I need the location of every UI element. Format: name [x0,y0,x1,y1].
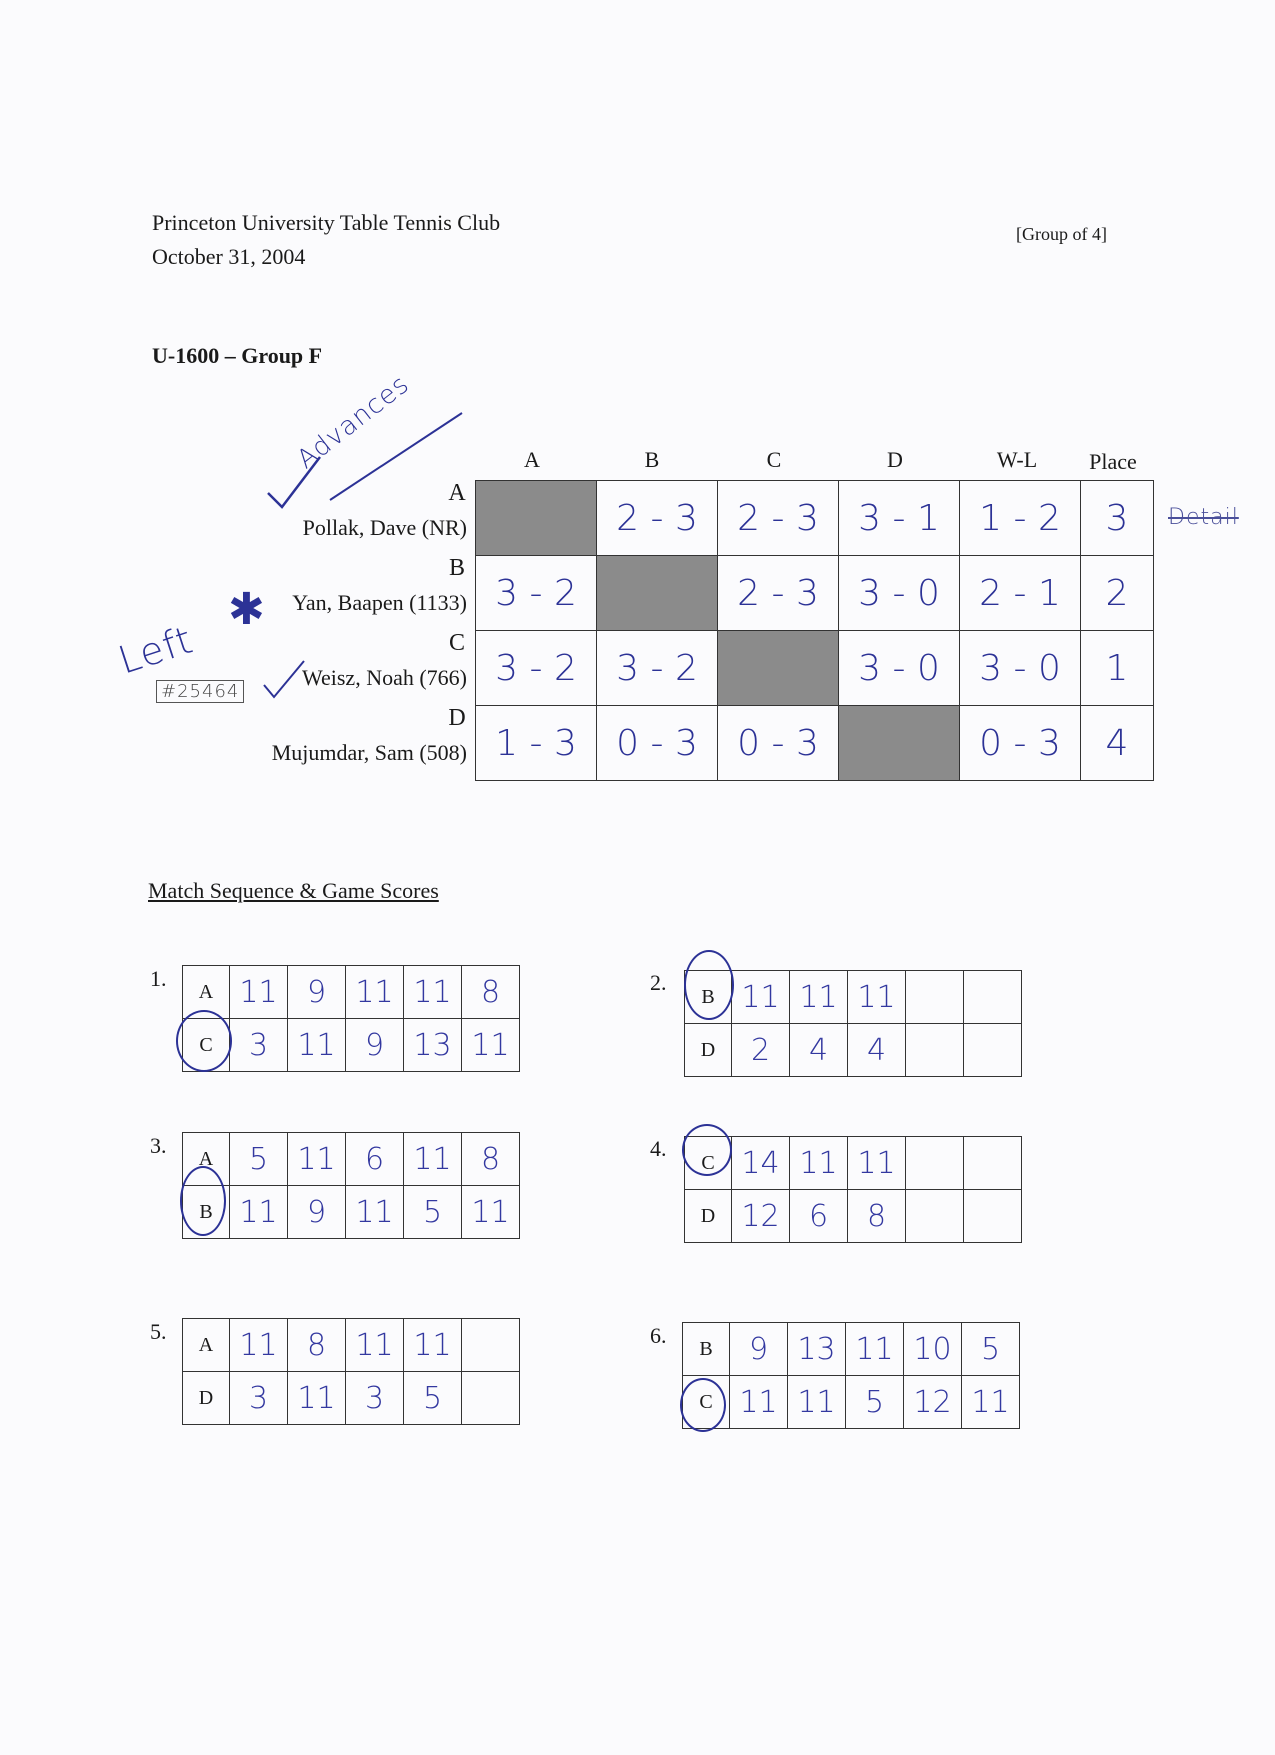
game-score: 11 [848,1137,906,1190]
match-number: 5. [150,1319,167,1344]
table-row [183,1372,520,1425]
game-score: 11 [846,1323,904,1376]
game-score [906,1190,964,1243]
table-row [183,1186,520,1239]
game-score: 11 [230,1186,288,1239]
table-row [476,556,1154,631]
self-cell [597,556,718,631]
match-score-table [182,1132,520,1239]
row-letter-c: C [448,630,465,656]
match-score-table [684,970,1022,1077]
game-score: 2 [732,1024,790,1077]
game-score: 8 [848,1190,906,1243]
winner-circle [684,950,734,1020]
game-score: 11 [732,971,790,1024]
game-score: 11 [404,1319,462,1372]
self-cell [476,481,597,556]
match-score-table [182,1318,520,1425]
game-score [462,1372,520,1425]
player-label: C [183,1019,230,1072]
game-score: 5 [846,1376,904,1429]
self-cell [839,706,960,781]
table-row [183,966,520,1019]
result-cell: 3 - 2 [476,556,597,631]
col-header-wl: W-L [996,447,1038,472]
game-score: 12 [732,1190,790,1243]
game-score: 14 [732,1137,790,1190]
winner-circle [176,1010,232,1072]
result-cell: 1 - 3 [476,706,597,781]
game-score [964,1190,1022,1243]
table-row [685,1137,1022,1190]
table-row [683,1323,1020,1376]
row-name-a: Pollak, Dave (NR) [302,515,467,540]
game-score: 11 [962,1376,1020,1429]
game-score: 11 [462,1186,520,1239]
game-score: 11 [288,1372,346,1425]
table-row [183,1133,520,1186]
game-score: 11 [730,1376,788,1429]
player-label: A [183,1319,230,1372]
game-score: 5 [962,1323,1020,1376]
game-score: 11 [346,1319,404,1372]
result-cell: 2 - 3 [597,481,718,556]
table-row [683,1376,1020,1429]
game-score: 3 [346,1372,404,1425]
game-score: 9 [346,1019,404,1072]
round-robin-table [475,480,1154,781]
game-score: 11 [462,1019,520,1072]
result-cell: 0 - 3 [597,706,718,781]
player-label: C [683,1376,730,1429]
wl-cell: 0 - 3 [960,706,1081,781]
table-row [476,706,1154,781]
place-cell: 2 [1081,556,1154,631]
id-checkmark [262,655,322,705]
game-score: 11 [230,966,288,1019]
table-row [183,1019,520,1072]
match-number: 2. [650,970,667,995]
game-score [964,1137,1022,1190]
game-score: 4 [790,1024,848,1077]
game-score [964,971,1022,1024]
game-score: 13 [788,1323,846,1376]
match-number: 6. [650,1323,667,1348]
result-cell: 3 - 0 [839,631,960,706]
game-score [964,1024,1022,1077]
game-score: 8 [462,966,520,1019]
game-score: 8 [288,1319,346,1372]
game-score: 11 [790,1137,848,1190]
result-cell: 3 - 2 [597,631,718,706]
wl-cell: 3 - 0 [960,631,1081,706]
match-number: 4. [650,1136,667,1161]
game-score: 6 [346,1133,404,1186]
game-score: 11 [790,971,848,1024]
match-number: 3. [150,1133,167,1158]
table-row [476,481,1154,556]
game-score [906,971,964,1024]
player-label: B [683,1323,730,1376]
row-letter-a: A [448,480,466,506]
match-score-table [682,1322,1020,1429]
game-score: 11 [230,1319,288,1372]
advances-checkmark [260,405,470,515]
game-score: 9 [288,1186,346,1239]
result-cell: 3 - 1 [839,481,960,556]
row-name-b: Yan, Baapen (1133) [292,590,467,615]
game-score: 11 [288,1133,346,1186]
table-row [685,971,1022,1024]
place-cell: 1 [1081,631,1154,706]
place-cell: 3 [1081,481,1154,556]
col-header-place: Place [1089,449,1137,474]
player-label: C [685,1137,732,1190]
game-score: 11 [288,1019,346,1072]
game-score: 11 [346,966,404,1019]
player-label: D [183,1372,230,1425]
game-score: 8 [462,1133,520,1186]
game-score: 11 [848,971,906,1024]
self-cell [718,631,839,706]
result-cell: 0 - 3 [718,706,839,781]
player-label: B [183,1186,230,1239]
game-score: 5 [404,1186,462,1239]
game-score: 4 [848,1024,906,1077]
game-score: 11 [788,1376,846,1429]
place-cell: 4 [1081,706,1154,781]
table-row [685,1190,1022,1243]
result-cell: 3 - 2 [476,631,597,706]
match-score-table [684,1136,1022,1243]
game-score: 11 [346,1186,404,1239]
player-label: A [183,966,230,1019]
group-size-label: [Group of 4] [1016,224,1107,244]
struck-note: Detail [1168,505,1239,530]
game-score: 12 [904,1376,962,1429]
row-letter-d: D [448,705,466,731]
col-header-a: A [524,447,540,472]
winner-circle [682,1124,732,1176]
match-score-table [182,965,520,1072]
wl-cell: 1 - 2 [960,481,1081,556]
match-section-title: Match Sequence & Game Scores [148,878,439,903]
col-header-d: D [887,447,903,472]
game-score: 11 [404,966,462,1019]
game-score [906,1137,964,1190]
game-score [462,1319,520,1372]
table-row [685,1024,1022,1077]
player-label: B [685,971,732,1024]
row-letter-b: B [448,555,465,581]
row-name-c: Weisz, Noah (766) [301,665,467,690]
wl-cell: 2 - 1 [960,556,1081,631]
player-label: D [685,1190,732,1243]
player-label: A [183,1133,230,1186]
col-header-b: B [644,447,660,472]
game-score: 9 [288,966,346,1019]
result-cell: 2 - 3 [718,481,839,556]
game-score: 3 [230,1372,288,1425]
col-header-c: C [766,447,782,472]
club-name: Princeton University Table Tennis Club [152,210,501,235]
table-row [183,1319,520,1372]
game-score: 10 [904,1323,962,1376]
game-score: 9 [730,1323,788,1376]
game-score: 13 [404,1019,462,1072]
player-label: D [685,1024,732,1077]
match-number: 1. [150,966,167,991]
winner-circle [680,1378,726,1432]
game-score [906,1024,964,1077]
id-number-box: #25464 [156,680,244,703]
left-note: Left [113,617,199,683]
table-row [476,631,1154,706]
star-mark: ✱ [228,584,266,635]
group-title: U-1600 – Group F [152,343,323,368]
game-score: 6 [790,1190,848,1243]
row-name-d: Mujumdar, Sam (508) [271,740,467,765]
game-score: 3 [230,1019,288,1072]
game-score: 5 [230,1133,288,1186]
event-date: October 31, 2004 [152,244,306,269]
result-cell: 3 - 0 [839,556,960,631]
game-score: 5 [404,1372,462,1425]
winner-circle [180,1166,226,1236]
result-cell: 2 - 3 [718,556,839,631]
advances-note: Advances [291,369,416,475]
game-score: 11 [404,1133,462,1186]
